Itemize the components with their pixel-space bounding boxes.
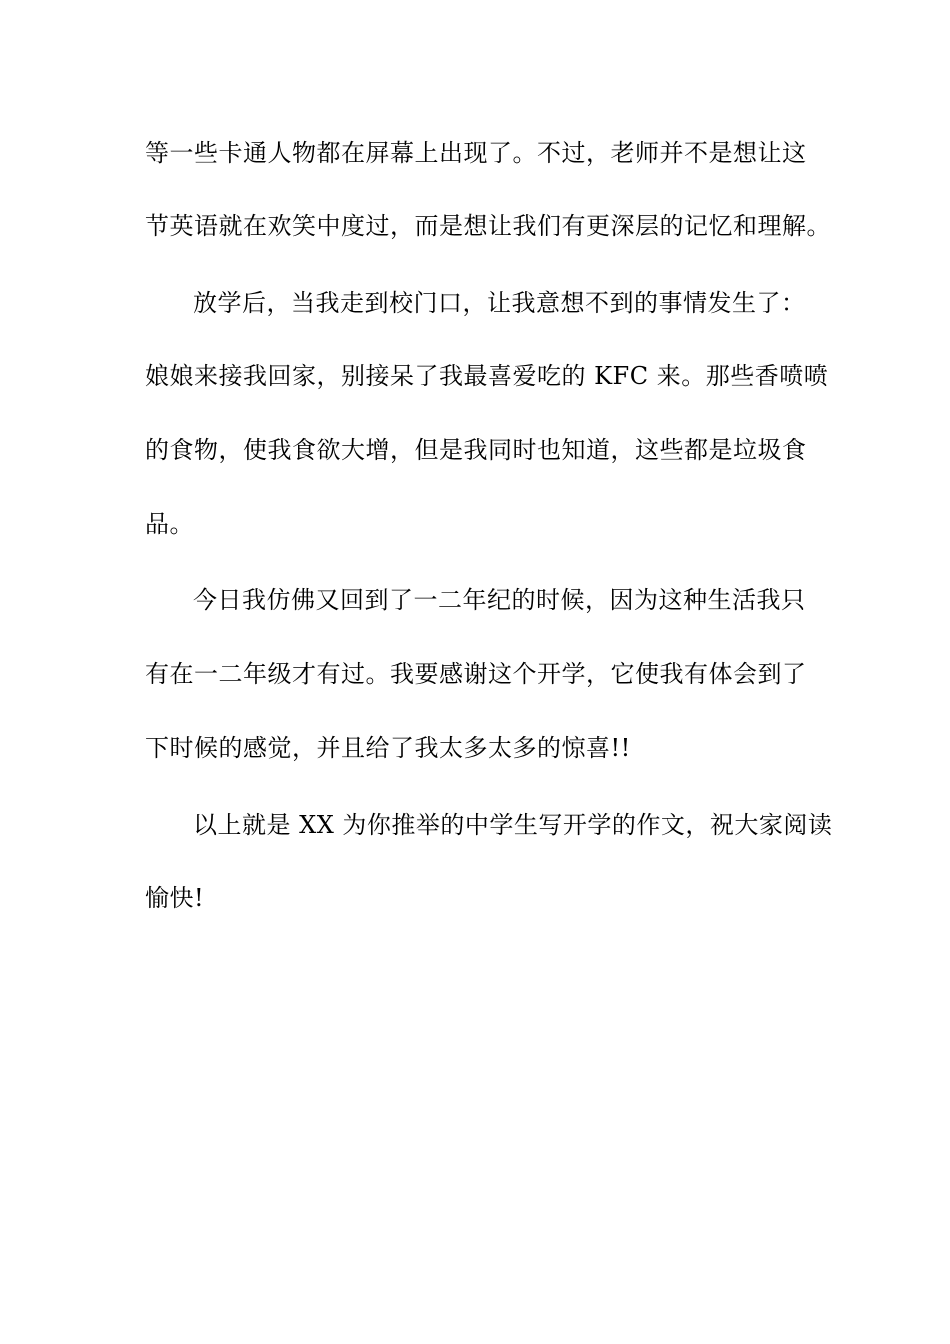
text-line: 娘娘来接我回家，别接呆了我最喜爱吃的 KFC 来。那些香喷喷 xyxy=(145,362,829,390)
text-line: 有在一二年级才有过。我要感谢这个开学，它使我有体会到了 xyxy=(145,660,807,688)
text-line: 等一些卡通人物都在屏幕上出现了。不过，老师并不是想让这 xyxy=(145,139,807,167)
text-line: 下时候的感觉，并且给了我太多太多的惊喜!! xyxy=(145,734,631,762)
paragraph-start-line: 今日我仿佛又回到了一二年纪的时候，因为这种生活我只 xyxy=(193,586,806,614)
text-line: 愉快! xyxy=(145,884,205,912)
paragraph-start-line: 放学后，当我走到校门口，让我意想不到的事情发生了： xyxy=(193,289,806,317)
text-line: 品。 xyxy=(145,510,194,538)
text-line: 的食物，使我食欲大增，但是我同时也知道，这些都是垃圾食 xyxy=(145,436,807,464)
text-line: 节英语就在欢笑中度过，而是想让我们有更深层的记忆和理解。 xyxy=(145,212,831,240)
paragraph-start-line: 以上就是 XX 为你推举的中学生写开学的作文，祝大家阅读 xyxy=(193,811,833,839)
